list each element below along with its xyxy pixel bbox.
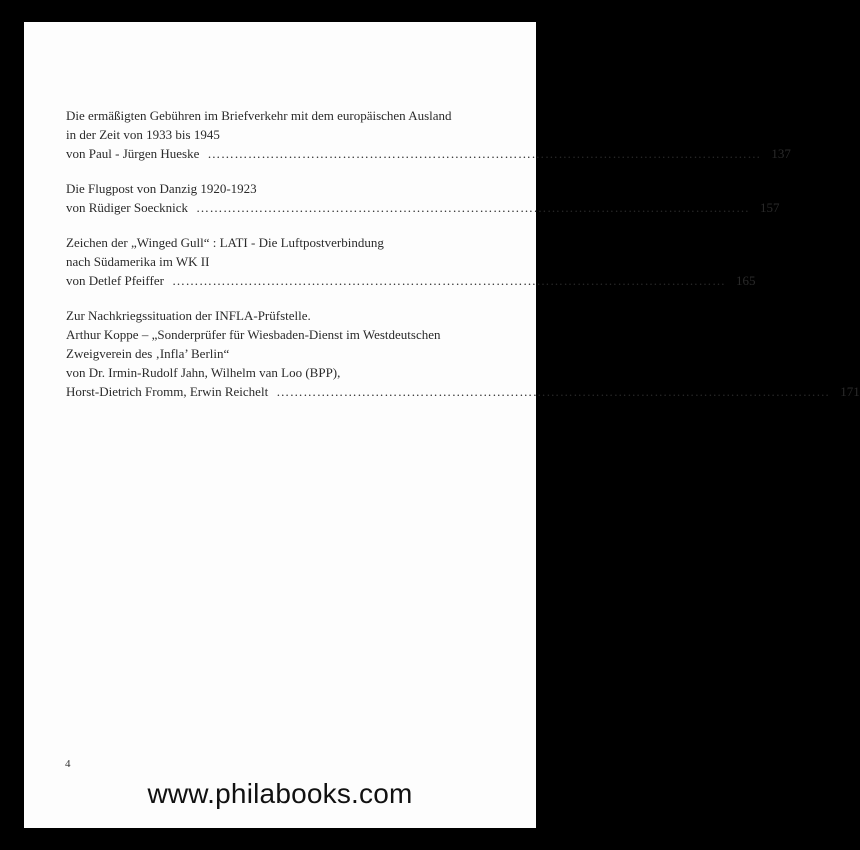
entry-author: von Detlef Pfeiffer bbox=[66, 273, 164, 288]
entry-title-line: Zur Nachkriegssituation der INFLA-Prüfstelle. bbox=[66, 308, 311, 323]
website-watermark: www.philabooks.com bbox=[147, 778, 413, 809]
table-of-contents bbox=[66, 106, 860, 417]
toc-entry bbox=[66, 233, 756, 290]
entry-page-number: 171 bbox=[840, 384, 860, 399]
entry-title-line: Arthur Koppe – „Sonderprüfer für Wiesbaden-Dienst im Westdeutschen bbox=[66, 327, 441, 342]
entry-title-line: Die ermäßigten Gebühren im Briefverkehr mit dem europäischen Ausland bbox=[66, 108, 452, 123]
entry-author-row bbox=[66, 198, 780, 217]
entry-page-number: 137 bbox=[771, 146, 791, 161]
dot-leader: …………………………………………………………………………………………………………… bbox=[276, 384, 830, 399]
entry-title-line: von Dr. Irmin-Rudolf Jahn, Wilhelm van Loo (BPP), bbox=[66, 365, 341, 380]
dot-leader: …………………………………………………………………………………………………………… bbox=[196, 200, 750, 215]
book-page bbox=[24, 22, 860, 828]
toc-entry bbox=[66, 106, 791, 163]
dot-leader: …………………………………………………………………………………………………………… bbox=[207, 146, 761, 161]
entry-author: von Rüdiger Soecknick bbox=[66, 200, 189, 215]
entry-page-number: 165 bbox=[735, 273, 756, 288]
entry-author-row bbox=[66, 382, 860, 401]
entry-author-row bbox=[66, 144, 791, 163]
dot-leader: …………………………………………………………………………………………………………… bbox=[171, 273, 726, 288]
entry-title-line: Zweigverein des ‚Infla’ Berlin“ bbox=[66, 346, 230, 361]
entry-title-line: nach Südamerika im WK II bbox=[66, 254, 210, 269]
entry-title-line: in der Zeit von 1933 bis 1945 bbox=[66, 127, 220, 142]
page-folio-number: 4 bbox=[65, 758, 71, 770]
toc-entry bbox=[66, 306, 860, 401]
toc-entry bbox=[66, 179, 780, 217]
entry-author: Horst-Dietrich Fromm, Erwin Reichelt bbox=[66, 384, 269, 399]
entry-author: von Paul - Jürgen Hueske bbox=[66, 146, 200, 161]
entry-page-number: 157 bbox=[760, 200, 780, 215]
entry-title-line: Zeichen der „Winged Gull“ : LATI - Die Luftpostverbindung bbox=[66, 235, 384, 250]
entry-author-row bbox=[66, 271, 756, 290]
entry-title-line: Die Flugpost von Danzig 1920-1923 bbox=[66, 181, 257, 196]
